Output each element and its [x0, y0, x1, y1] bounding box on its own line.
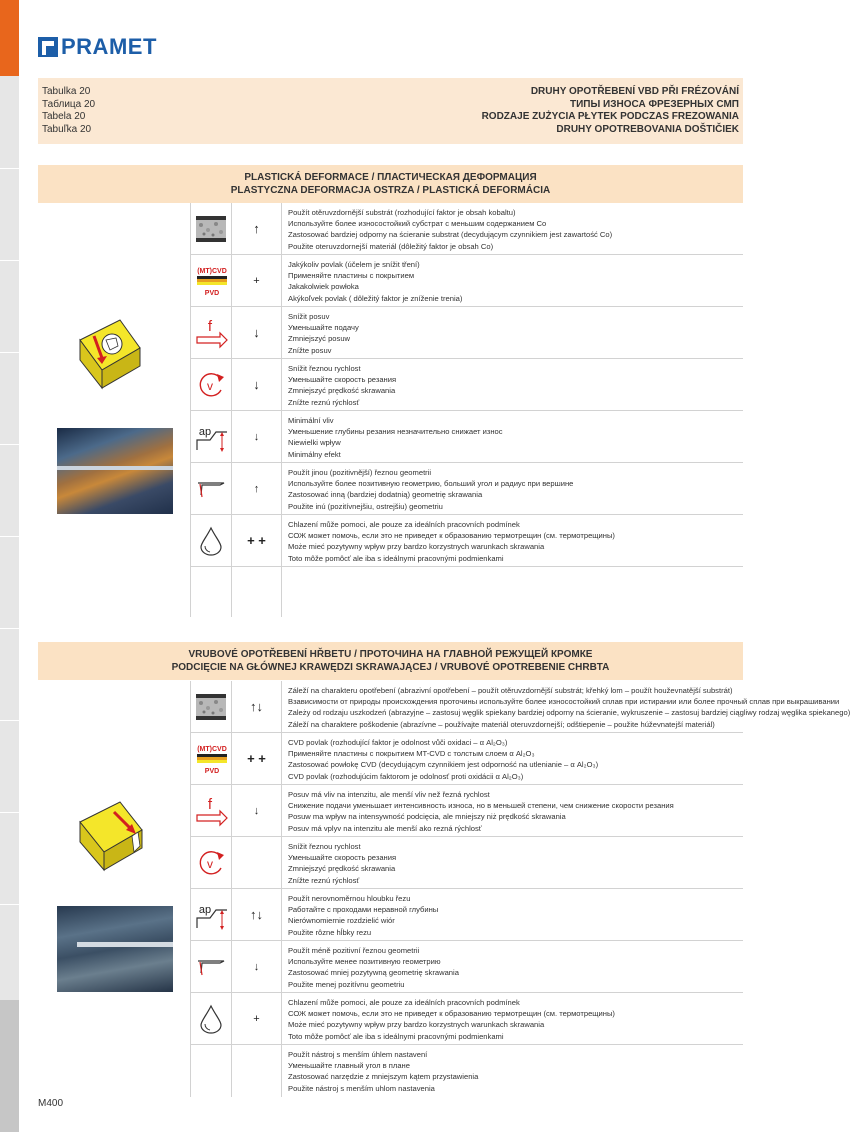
feed-icon [196, 796, 228, 826]
svg-text:ap: ap [198, 425, 212, 438]
recommendation-text: Použít jinou (pozitivnější) řeznou geometrii Используйте более позитивную геометрию, больший угол и радиус при вершине Zastosować inną (bardziej dodatnią) geometrię skrawania Použite inú (pozitívnejšiu, ostrejšiu) geometriu [288, 468, 574, 511]
section-heading-line: PLASTYCZNA DEFORMACJA OSTRZA / PLASTICKÁ DEFORMÁCIA [230, 185, 551, 196]
svg-text:PVD: PVD [204, 767, 220, 775]
recommendation-text: Chlazení může pomoci, ale pouze za ideálních pracovních podmínek СОЖ может помочь, если это не приведет к образованию термотрещин (см. термотрещины) Może mieć pozytywny wpływ przy bardzo korzystnych warunkach skrawania Toto môže pomôcť ale iba s ideálnymi pracovnými podmienkami [288, 998, 615, 1041]
geometry-icon [196, 479, 226, 499]
recommendation-text: Použít nástroj s menším úhlem nastavení Уменьшайте главный угол в плане Zastosować narzędzie z mniejszym kątem przystawienia Použite nástroj s menším uhlom nastavenia [288, 1050, 479, 1093]
cutting-speed-icon-cell [190, 837, 232, 888]
depth-of-cut-icon-cell [190, 411, 232, 462]
coolant-icon [196, 526, 226, 556]
recommendation-symbol: ↑ [232, 463, 282, 514]
section-heading-line: PODCIĘCIE NA GŁÓWNEJ KRAWĘDZI SKRAWAJĄCEJ / VRUBOVÉ OPOTREBENIE CHRBTA [171, 662, 610, 673]
depth-of-cut-icon-cell [190, 889, 232, 940]
recommendation-text: Snížit řeznou rychlost Уменьшайте скорость резания Zmniejszyć prędkość skrawania Znížte reznú rýchlosť [288, 364, 397, 407]
recommendation-symbol: ↑ [232, 203, 282, 254]
table-row [190, 463, 743, 515]
table-row [190, 785, 743, 837]
table-row [190, 203, 743, 255]
recommendation-text: Použít otěruvzdornější substrát (rozhodující faktor je obsah kobaltu) Используйте более износостойкий субстрат с меньшим содержанием Co Zastosować bardziej odporny na ścieranie substrat (decydującym czynnikiem jest zawartość Co) Použite oteruvzdornejší materiál (dôležitý faktor je obsah Co) [288, 208, 613, 251]
section-heading-notch-wear [38, 642, 743, 680]
title-band [38, 78, 743, 144]
svg-text:PVD: PVD [204, 289, 220, 297]
recommendation-text: Minimální vliv Уменьшение глубины резания незначительно снижает износ Niewielki wpływ Minimálny efekt [288, 416, 503, 459]
section-heading-line: VRUBOVÉ OPOTŘEBENÍ HŘBETU / ПРОТОЧИНА НА ГЛАВНОЙ РЕЖУЩЕЙ КРОМКЕ [188, 649, 593, 660]
depth-of-cut-icon [196, 422, 228, 452]
insert-notch-wear-illustration [76, 800, 146, 874]
page-title: DRUHY OPOTŘEBENÍ VBD PŘI FRÉZOVÁNÍ [530, 86, 739, 97]
recommendation-text: Použít nerovnoměrnou hloubku řezu Работайте с проходами неравной глубины Nierównomiernie rozdzielić wiór Použite rôzne hĺbky rezu [288, 894, 439, 937]
recommendation-text: CVD povlak (rozhodující faktor je odolnost vůči oxidaci – α Al₂O₃) Применяйте пластины с покрытием MT-CVD с толстым слоем α Al₂O₃ Zastosować powłokę CVD (decydującym czynnikiem jest odporność na utlenianie – α Al₂O₃) CVD povlak (rozhodujúcim faktorom je odolnosť proti oxidácii α Al₂O₃) [288, 738, 599, 781]
substrate-icon [196, 216, 226, 242]
feed-icon [196, 318, 228, 348]
coating-icon [196, 264, 228, 298]
section-heading-line: PLASTICKÁ DEFORMACE / ПЛАСТИЧЕСКАЯ ДЕФОРМАЦИЯ [244, 172, 537, 183]
recommendation-symbol: + [232, 993, 282, 1044]
table-row [190, 515, 743, 567]
worn-insert-photo-notch-wear [57, 906, 173, 992]
recommendation-text: Posuv má vliv na intenzitu, ale menší vliv než řezná rychlost Снижение подачи уменьшает интенсивность износа, но в меньшей степени, чем снижение скорости резания Posuw ma wpływ na intensywność podcięcia, ale mniejszy niż prędkość skrawania Posuv má vplyv na intenzitu ale menší ako rezná rýchlosť [288, 790, 674, 833]
svg-text:ap: ap [198, 903, 212, 916]
page-title: DRUHY OPOTREBOVANIA DOŠTIČIEK [556, 124, 739, 136]
substrate-icon-cell [190, 681, 232, 732]
table-labels [42, 86, 95, 137]
page-titles [482, 86, 739, 137]
table-row [190, 359, 743, 411]
coating-icon [196, 742, 228, 776]
svg-text:(MT)CVD: (MT)CVD [197, 267, 227, 275]
recommendation-symbol: + + [232, 515, 282, 566]
recommendation-symbol: ↓ [232, 307, 282, 358]
recommendation-symbol: ↓ [232, 941, 282, 992]
side-strip-bottom [0, 1000, 19, 1132]
recommendation-symbol: ↓ [232, 411, 282, 462]
recommendation-symbol: ↓ [232, 785, 282, 836]
recommendation-symbol: ↓ [232, 359, 282, 410]
recommendation-text: Jakýkoliv povlak (účelem je snížit tření) Применяйте пластины с покрытием Jakakolwiek powłoka Akýkoľvek povlak ( dôležitý faktor je zníženie trenia) [288, 260, 463, 303]
side-strip-accent [0, 0, 19, 76]
recommendation-text: Snížit řeznou rychlost Уменьшайте скорость резания Zmniejszyć prędkość skrawania Znížte reznú rýchlosť [288, 842, 397, 885]
table-row [190, 837, 743, 889]
table-label: Tabulka 20 [42, 86, 91, 97]
table-row [190, 255, 743, 307]
table-row-empty [190, 567, 743, 617]
recommendation-symbol: ↑↓ [232, 681, 282, 732]
feed-icon-cell [190, 785, 232, 836]
page-title: ТИПЫ ИЗНОСА ФРЕЗЕРНЫХ СМП [569, 98, 739, 110]
insert-plastic-deformation-illustration [76, 318, 142, 392]
coating-icon-cell [190, 733, 232, 784]
recommendation-text: Záleží na charakteru opotřebení (abrazivní opotřebení – použít otěruvzdornější substrát; křehký lom – použít houževnatější substrát) Взависимости от природы происхождения проточины используйте более износостойкий сплав при истирании или более прочный сплав при выкрашивании Zależy od rodzaju uszkodzeń (abrazyjne – zastosuj węglik spiekany bardziej odporny na ścieranie, wykruszenie – zastosuj bardziej ciągliwy rodzaj węglika spiekanego) Záleží na charaktere poškodenie (abrazívne – používajte materiál oteruvzdornejší; odštiepenie – použite húževnatejší materiál) [288, 686, 850, 729]
coolant-icon-cell [190, 993, 232, 1044]
coolant-icon [196, 1004, 226, 1034]
recommendation-symbol: + [232, 255, 282, 306]
feed-icon-cell [190, 307, 232, 358]
cutting-speed-icon [196, 370, 226, 400]
recommendation-text: Použít méně pozitivní řeznou geometrii Используйте менее позитивную геометрию Zastosować mniej pozytywną geometrię skrawania Použite menej pozitívnu geometriu [288, 946, 459, 989]
svg-text:f: f [207, 317, 213, 335]
cutting-speed-icon [196, 848, 226, 878]
recommendation-symbol: ↑↓ [232, 889, 282, 940]
table-row [190, 733, 743, 785]
svg-text:v: v [207, 856, 213, 871]
section-heading-plastic-deformation [38, 165, 743, 203]
table-row [190, 681, 850, 733]
substrate-icon-cell [190, 203, 232, 254]
geometry-icon-cell [190, 941, 232, 992]
page-code: M400 [38, 1098, 64, 1109]
table-row [190, 889, 743, 941]
table-row [190, 1045, 743, 1097]
table-label: Tabela 20 [42, 111, 86, 123]
table-row [190, 993, 743, 1045]
coolant-icon-cell [190, 515, 232, 566]
table-row [190, 411, 743, 463]
svg-text:f: f [207, 795, 213, 813]
geometry-icon-cell [190, 463, 232, 514]
table-label: Таблица 20 [42, 98, 96, 110]
recommendation-symbol: + + [232, 733, 282, 784]
geometry-icon [196, 957, 226, 977]
cutting-speed-icon-cell [190, 359, 232, 410]
substrate-icon [196, 694, 226, 720]
table-row [190, 941, 743, 993]
svg-text:v: v [207, 378, 213, 393]
worn-insert-photo-plastic-deformation [57, 428, 173, 514]
depth-of-cut-icon [196, 900, 228, 930]
recommendation-symbol [232, 837, 282, 888]
side-strip [0, 0, 19, 1132]
brand-name: PRAMET [61, 34, 157, 59]
coating-icon-cell [190, 255, 232, 306]
page-title: RODZAJE ZUŻYCIA PŁYTEK PODCZAS FREZOWANIA [481, 111, 739, 123]
svg-text:(MT)CVD: (MT)CVD [197, 745, 227, 753]
pramet-logo [38, 36, 157, 58]
recommendation-text: Chlazení může pomoci, ale pouze za ideálních pracovních podmínek СОЖ может помочь, если это не приведет к образованию термотрещин (см. термотрещины) Może mieć pozytywny wpływ przy bardzo korzystnych warunkach skrawania Toto môže pomôcť ale iba s ideálnymi pracovnými podmienkami [288, 520, 615, 563]
table-row [190, 307, 743, 359]
recommendation-text: Snížit posuv Уменьшайте подачу Zmniejszyć posuw Znížte posuv [288, 312, 359, 355]
table-label: Tabuľka 20 [42, 124, 92, 136]
pramet-logo-icon [38, 37, 58, 57]
